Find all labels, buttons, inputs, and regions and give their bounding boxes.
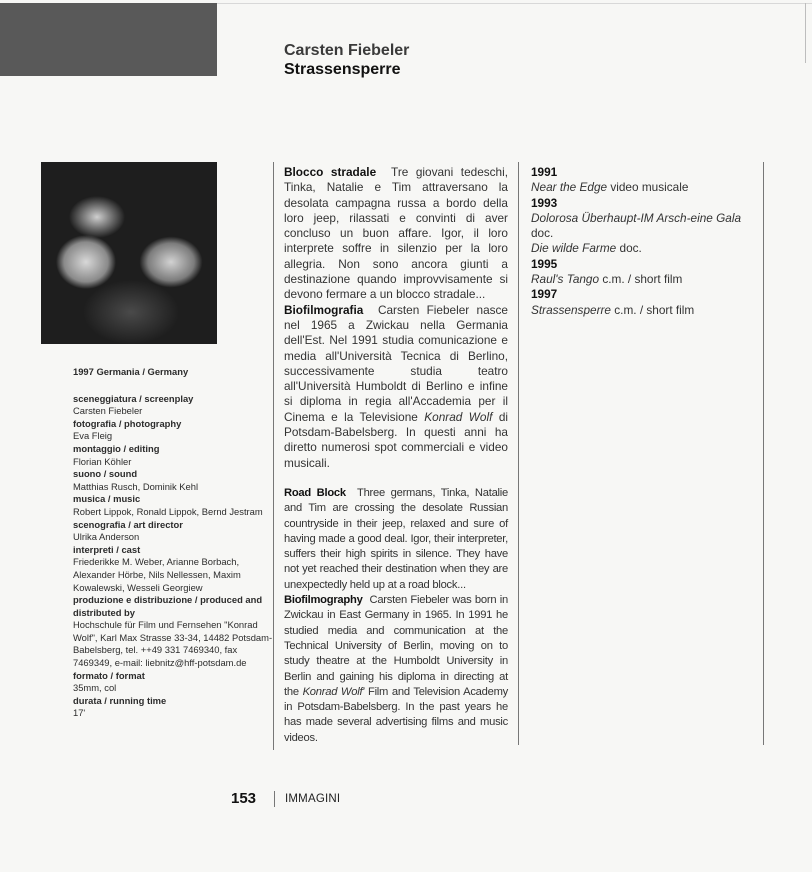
filmography-entry: [531, 241, 756, 256]
film-title: Strassensperre: [284, 61, 401, 78]
italian-synopsis: [284, 165, 508, 303]
filmography-entry: [531, 303, 756, 318]
credit-format: [73, 670, 273, 695]
director-name: Carsten Fiebeler: [284, 42, 410, 59]
filmography-title: Strassensperre: [531, 302, 611, 317]
credit-value: 17': [73, 707, 86, 719]
credit-label: scenografia / art director: [73, 518, 183, 530]
filmography-column: [531, 165, 756, 318]
credit-value: Eva Fleig: [73, 430, 113, 442]
filmography-year: 1993: [531, 195, 558, 210]
filmography-title: Near the Edge: [531, 180, 608, 195]
english-bio-italic: Konrad Wolf': [302, 685, 365, 698]
top-rule: [217, 3, 812, 4]
filmography-entry: [531, 180, 756, 195]
credit-editing: [73, 443, 273, 468]
italian-bio-heading: Biofilmografia: [284, 302, 364, 317]
credit-screenplay: [73, 393, 273, 418]
english-synopsis: [284, 486, 508, 593]
english-bio-heading: Biofilmography: [284, 594, 363, 607]
header-tab-block: [0, 3, 217, 76]
english-biofilmography: [284, 593, 508, 746]
credit-label: produzione e distribuzione / produced and distributed by: [73, 594, 263, 618]
credit-label: interpreti / cast: [73, 543, 141, 555]
italian-biofilmography: [284, 303, 508, 471]
section-name: IMMAGINI: [285, 793, 341, 805]
filmography-entry: [531, 272, 756, 287]
year-country: 1997 Germania / Germany: [73, 366, 189, 377]
italian-bio-text-b: di Potsdam-Babelsberg. In questi anni ha diretto numerosi spot commerciali e video musicali.: [284, 409, 508, 470]
filmography-note: c.m. / short film: [611, 302, 695, 317]
english-synopsis-heading: Road Block: [284, 486, 346, 499]
credit-art-director: [73, 519, 273, 544]
filmography-title: Raul's Tango: [531, 272, 600, 287]
credit-cast: [73, 544, 273, 594]
credit-label: suono / sound: [73, 468, 138, 480]
credit-music: [73, 493, 273, 518]
credit-value: Robert Lippok, Ronald Lippok, Bernd Jestram: [73, 505, 263, 517]
credit-value: Matthias Rusch, Dominik Kehl: [73, 480, 199, 492]
credit-label: formato / format: [73, 669, 145, 681]
column-divider-middle: [518, 162, 519, 745]
column-divider-left: [273, 162, 274, 750]
credit-photography: [73, 418, 273, 443]
right-edge-rule: [805, 3, 806, 63]
credit-label: sceneggiatura / screenplay: [73, 392, 194, 404]
english-bio-text-a: Carsten Fiebeler was born in Zwickau in East Germany in 1965. In 1991 he studied media and communication at the Technical University of Berlin, moving on to study theatre at the Humboldt University in Berlin and gaining his diploma in directing at the: [284, 594, 508, 698]
english-bio-text-b: Film and Television Academy in Potsdam-Babelsberg. In the past years he has made several advertising films and music videos.: [284, 685, 509, 744]
credit-running-time: [73, 695, 273, 720]
filmography-year: 1991: [531, 165, 558, 179]
credit-value: Friederikke M. Weber, Arianne Borbach, Alexander Hörbe, Nils Nellessen, Maxim Kowalewski, Wesseli Georgiew: [73, 556, 241, 593]
credit-production: [73, 594, 273, 670]
credit-label: fotografia / photography: [73, 417, 182, 429]
credit-label: musica / music: [73, 493, 141, 505]
text-column: [284, 165, 508, 746]
filmography-year: 1997: [531, 287, 558, 302]
footer-divider: [274, 791, 275, 807]
credit-sound: [73, 468, 273, 493]
page-number: 153: [231, 790, 257, 807]
italian-synopsis-heading: Blocco stradale: [284, 165, 377, 179]
credit-value: Carsten Fiebeler: [73, 405, 143, 417]
italian-bio-text-a: Carsten Fiebeler nasce nel 1965 a Zwickau nella Germania dell'Est. Nel 1991 studia comunicazione e media all'Università Tecnica di Berlino, successivamente studia teatro all'Università Humboldt di Berlino e infine si diploma in regia all'Accademia per il Cinema e la Televisione: [284, 302, 508, 424]
english-synopsis-text: Three germans, Tinka, Natalie and Tim are crossing the desolate Russian countryside in their jeep, relaxed and sure of having made a good deal. Igor, their interpreter, suffers their high spirits in silence. They have not yet reached their destination when they are unexpectedly held up at a road block...: [284, 486, 509, 591]
credit-label: durata / running time: [73, 694, 167, 706]
filmography-entry: [531, 211, 756, 242]
credit-value: 35mm, col: [73, 682, 117, 694]
credit-value: Hochschule für Film und Fernsehen "Konrad Wolf", Karl Max Strasse 33-34, 14482 Potsdam-Babelsberg, tel. ++49 331 7469340, fax 7469349, e-mail: liebnitz@hff-potsdam.de: [73, 619, 273, 669]
filmography-note: doc.: [616, 241, 642, 256]
credit-label: montaggio / editing: [73, 442, 160, 454]
filmography-title: Die wilde Farme: [531, 241, 617, 256]
italian-bio-italic: Konrad Wolf: [424, 409, 493, 424]
column-divider-right: [763, 162, 764, 745]
filmography-note: doc.: [531, 226, 554, 241]
filmography-note: video musicale: [607, 180, 689, 195]
filmography-year: 1995: [531, 256, 558, 271]
credit-value: Ulrika Anderson: [73, 531, 140, 543]
filmography-note: c.m. / short film: [599, 272, 683, 287]
italian-synopsis-text: Tre giovani tedeschi, Tinka, Natalie e Tim attraversano la desolata campagna russa a bordo della loro jeep, rilassati e convinti di aver concluso un buon affare. Igor, il loro interprete soffre in silenzio per la loro allegria. Non sono ancora giunti a destinazione quando improvvisamente si devono fermare a un blocco stradale...: [284, 165, 509, 302]
film-still-photo: [41, 162, 217, 344]
credit-value: Florian Köhler: [73, 455, 132, 467]
credits-block: [73, 366, 273, 720]
film-header: [284, 41, 409, 79]
filmography-title: Dolorosa Überhaupt-IM Arsch-eine Gala: [531, 210, 742, 225]
